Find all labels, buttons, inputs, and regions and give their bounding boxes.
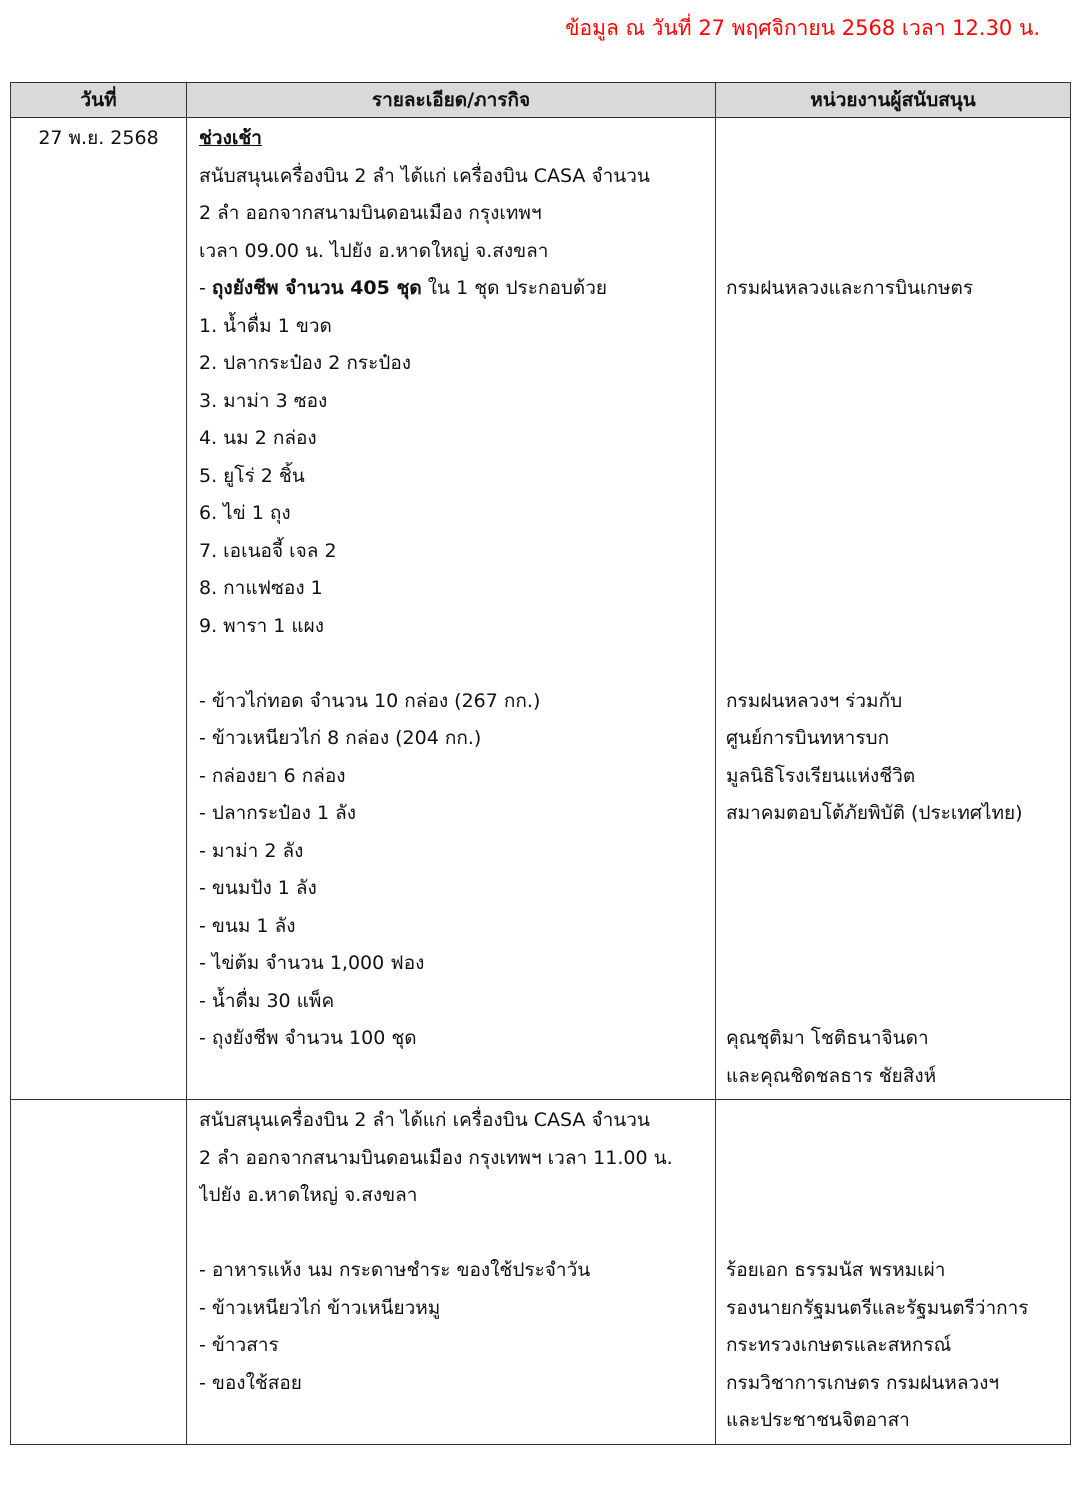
kit-rest-text: ใน 1 ชุด ประกอบด้วย (421, 277, 608, 299)
kit-item: 6. ไข่ 1 ถุง (199, 502, 291, 524)
mission-schedule-table (10, 82, 1071, 1445)
supply-item: - ข้าวไก่ทอด จำนวน 10 กล่อง (267 กก.) (199, 689, 541, 712)
intro-line: เวลา 09.00 น. ไปยัง อ.หาดใหญ่ จ.สงขลา (199, 239, 549, 262)
supply-item: - ถุงยังชีพ จำนวน 100 ชุด (199, 1027, 417, 1049)
table-row (11, 1100, 1071, 1445)
row2-details (187, 1100, 716, 1445)
kit-summary-line (199, 270, 715, 308)
intro-line: สนับสนุนเครื่องบิน 2 ลำ ได้แก่ เครื่องบิน CASA จำนวน (199, 164, 650, 187)
table-row (11, 118, 1071, 1100)
agency-line: และคุณชิดชลธาร ชัยสิงห์ (726, 1064, 937, 1087)
kit-item: 4. นม 2 กล่อง (199, 427, 317, 449)
kit-item: 5. ยูโร่ 2 ชิ้น (199, 464, 305, 487)
kit-item: 1. น้ำดื่ม 1 ขวด (199, 314, 332, 337)
row2-date (11, 1100, 187, 1445)
agency-line: กระทรวงเกษตรและสหกรณ์ (726, 1334, 952, 1356)
agency-line: ศูนย์การบินทหารบก (726, 727, 890, 749)
row2-agency (716, 1100, 1071, 1445)
supply-item: - ข้าวสาร (199, 1334, 279, 1356)
agency-line: สมาคมตอบโต้ภัยพิบัติ (ประเทศไทย) (726, 802, 1023, 824)
agency-line: ร้อยเอก ธรรมนัส พรหมเผ่า (726, 1259, 946, 1281)
supply-item: - กล่องยา 6 กล่อง (199, 764, 346, 787)
supply-item: - ขนม 1 ลัง (199, 914, 296, 937)
row1-agency (716, 118, 1071, 1100)
agency-line: และประชาชนจิตอาสา (726, 1409, 910, 1431)
kit-item: 7. เอเนอจี้ เจล 2 (199, 539, 337, 562)
agency-line: คุณชุติมา โชติธนาจินดา (726, 1027, 929, 1049)
table-header-row (11, 83, 1071, 118)
agency-line: มูลนิธิโรงเรียนแห่งชีวิต (726, 764, 916, 787)
supply-item: - ของใช้สอย (199, 1371, 302, 1394)
agency-line: กรมฝนหลวงและการบินเกษตร (726, 277, 974, 299)
agency-line: กรมวิชาการเกษตร กรมฝนหลวงฯ (726, 1371, 1000, 1394)
row1-details (187, 118, 716, 1100)
kit-item: 3. มาม่า 3 ซอง (199, 389, 328, 412)
intro-line: สนับสนุนเครื่องบิน 2 ลำ ได้แก่ เครื่องบิน CASA จำนวน (199, 1109, 650, 1131)
supply-item: - ปลากระป๋อง 1 ลัง (199, 802, 357, 824)
agency-line: กรมฝนหลวงฯ ร่วมกับ (726, 689, 903, 712)
supply-item: - น้ำดื่ม 30 แพ็ค (199, 989, 335, 1012)
supply-item: - มาม่า 2 ลัง (199, 839, 304, 862)
supply-item: - ไข่ต้ม จำนวน 1,000 ฟอง (199, 952, 425, 974)
agency-line: รองนายกรัฐมนตรีและรัฐมนตรีว่าการ (726, 1296, 1029, 1319)
spacer (199, 645, 715, 683)
kit-item: 8. กาแฟซอง 1 (199, 577, 323, 599)
header-date: วันที่ (11, 83, 187, 118)
header-details: รายละเอียด/ภารกิจ (187, 83, 716, 118)
intro-line: ไปยัง อ.หาดใหญ่ จ.สงขลา (199, 1184, 418, 1206)
data-timestamp-note: ข้อมูล ณ วันที่ 27 พฤศจิกายน 2568 เวลา 12.30 น. (565, 16, 1040, 40)
spacer (199, 1215, 715, 1253)
supply-item: - ขนมปัง 1 ลัง (199, 877, 317, 899)
kit-item: 9. พารา 1 แผง (199, 614, 325, 637)
supply-item: - ข้าวเหนียวไก่ 8 กล่อง (204 กก.) (199, 727, 482, 749)
intro-line: 2 ลำ ออกจากสนามบินดอนเมือง กรุงเทพฯ เวลา 11.00 น. (199, 1146, 673, 1169)
kit-item: 2. ปลากระป๋อง 2 กระป๋อง (199, 352, 412, 374)
header-agency: หน่วยงานผู้สนับสนุน (716, 83, 1071, 118)
supply-item: - ข้าวเหนียวไก่ ข้าวเหนียวหมู (199, 1296, 441, 1319)
supply-item: - อาหารแห้ง นม กระดาษชำระ ของใช้ประจำวัน (199, 1259, 591, 1281)
intro-line: 2 ลำ ออกจากสนามบินดอนเมือง กรุงเทพฯ (199, 202, 542, 224)
row1-date: 27 พ.ย. 2568 (11, 118, 187, 1100)
section-title: ช่วงเช้า (199, 127, 262, 149)
kit-prefix: - (199, 277, 212, 299)
kit-bold-text: ถุงยังชีพ จำนวน 405 ชุด (211, 277, 422, 299)
